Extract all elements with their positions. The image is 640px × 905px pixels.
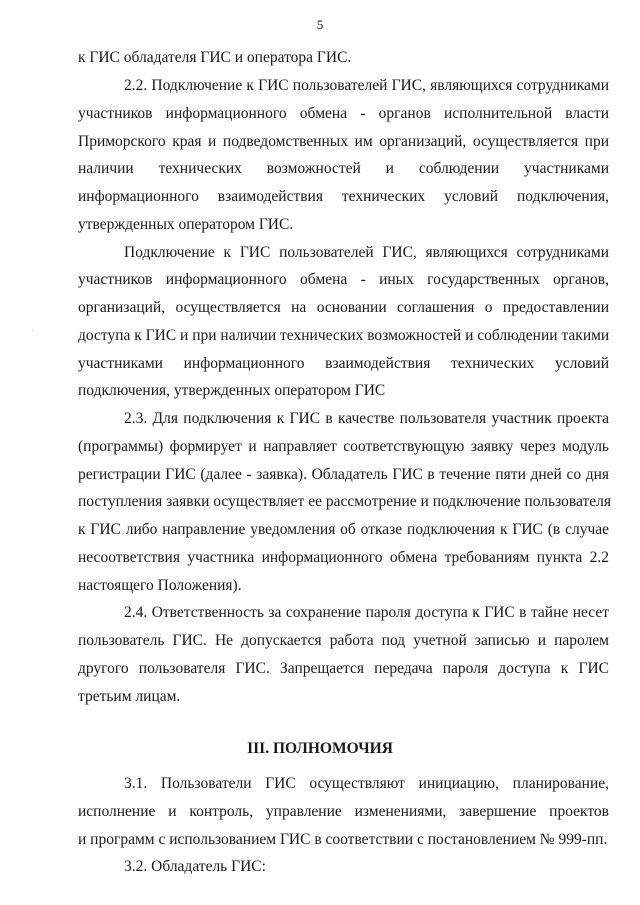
margin-mark	[32, 330, 33, 331]
paragraph-line: поступления заявки осуществляет ее рассмотрение и подключение пользователя	[78, 493, 611, 510]
paragraph-line: регистрации ГИС (далее - заявка). Обладатель ГИС в течение пяти дней со дня	[78, 466, 609, 483]
paragraph-line: другого пользователя ГИС. Запрещается передача пароля доступа к ГИС	[78, 660, 609, 677]
paragraph-line: третьим лицам.	[78, 688, 181, 705]
paragraph-line: 2.2. Подключение к ГИС пользователей ГИС, являющихся сотрудниками	[124, 77, 609, 94]
paragraph-line: информационного взаимодействия технических условий подключения,	[78, 188, 609, 205]
paragraph-line: Приморского края и подведомственных им организаций, осуществляется при	[78, 133, 609, 150]
paragraph-line: к ГИС обладателя ГИС и оператора ГИС.	[78, 49, 352, 66]
paragraph-line: 3.1. Пользователи ГИС осуществляют инициацию, планирование,	[124, 775, 609, 792]
paragraph-line: наличии технических возможностей и соблюдении участниками	[78, 160, 609, 177]
paragraph-line: (программы) формирует и направляет соответствующую заявку через модуль	[78, 438, 609, 455]
paragraph-line: пользователь ГИС. Не допускается работа под учетной записью и паролем	[78, 632, 609, 649]
page-number: 5	[316, 17, 324, 32]
paragraph-line: участников информационного обмена - органов исполнительной власти	[78, 105, 609, 122]
paragraph-line: к ГИС либо направление уведомления об отказе подключения к ГИС (в случае	[78, 521, 609, 538]
paragraph-line: настоящего Положения).	[78, 577, 242, 594]
paragraph-line: исполнение и контроль, управление изменениями, завершение проектов	[78, 803, 609, 820]
paragraph-line: 2.3. Для подключения к ГИС в качестве пользователя участник проекта	[124, 410, 609, 427]
paragraph-line: 3.2. Обладатель ГИС:	[124, 858, 266, 875]
paragraph-line: и программ с использованием ГИС в соответствии с постановлением № 999-пп.	[78, 831, 608, 848]
paragraph-line: организаций, осуществляется на основании соглашения о предоставлении	[78, 299, 609, 316]
paragraph-line: подключения, утвержденных оператором ГИС	[78, 382, 386, 399]
paragraph-line: доступа к ГИС и при наличии технических возможностей и соблюдении такими	[78, 327, 610, 344]
paragraph-line: несоответствия участника информационного обмена требованиям пункта 2.2	[78, 549, 609, 566]
paragraph-line: участниками информационного взаимодействия технических условий	[78, 355, 609, 372]
paragraph-line: 2.4. Ответственность за сохранение пароля доступа к ГИС в тайне несет	[124, 604, 609, 621]
paragraph-line: участников информационного обмена - иных государственных органов,	[78, 271, 609, 288]
section-heading: III. ПОЛНОМОЧИЯ	[247, 740, 393, 757]
paragraph-line: Подключение к ГИС пользователей ГИС, являющихся сотрудниками	[124, 244, 609, 261]
paragraph-line: утвержденных оператором ГИС.	[78, 216, 294, 233]
